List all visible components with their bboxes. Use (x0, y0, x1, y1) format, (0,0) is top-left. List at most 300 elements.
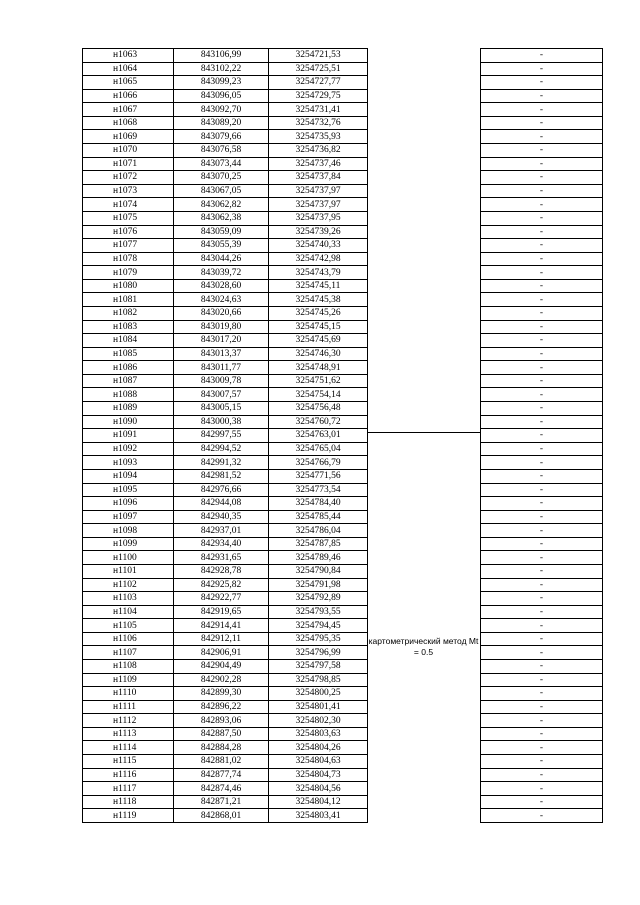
point-id-cell: н1071 (83, 157, 174, 171)
point-id-cell: н1084 (83, 334, 174, 348)
table-row (83, 483, 603, 497)
table-row (83, 456, 603, 470)
table-row (83, 320, 603, 334)
point-id-cell: н1110 (83, 687, 174, 701)
y-coordinate-cell: 3254785,44 (269, 510, 368, 524)
y-coordinate-cell: 3254737,46 (269, 157, 368, 171)
y-coordinate-cell: 3254803,63 (269, 727, 368, 741)
note-cell: - (481, 524, 603, 538)
note-cell: - (481, 483, 603, 497)
accuracy-cell (368, 795, 481, 809)
accuracy-cell (368, 687, 481, 701)
table-row (83, 89, 603, 103)
y-coordinate-cell: 3254763,01 (269, 429, 368, 443)
x-coordinate-cell: 843062,82 (174, 198, 269, 212)
accuracy-cell (368, 456, 481, 470)
accuracy-cell (368, 306, 481, 320)
table-row (83, 279, 603, 293)
table-row (83, 76, 603, 90)
x-coordinate-cell: 842928,78 (174, 564, 269, 578)
y-coordinate-cell: 3254804,73 (269, 768, 368, 782)
note-cell: - (481, 537, 603, 551)
table-row (83, 469, 603, 483)
accuracy-cell (368, 564, 481, 578)
x-coordinate-cell: 843099,23 (174, 76, 269, 90)
point-id-cell: н1088 (83, 388, 174, 402)
point-id-cell: н1068 (83, 116, 174, 130)
x-coordinate-cell: 843019,80 (174, 320, 269, 334)
y-coordinate-cell: 3254787,85 (269, 537, 368, 551)
y-coordinate-cell: 3254803,41 (269, 809, 368, 823)
x-coordinate-cell: 843062,38 (174, 211, 269, 225)
point-id-cell: н1108 (83, 660, 174, 674)
note-cell: - (481, 184, 603, 198)
table-row (83, 524, 603, 538)
x-coordinate-cell: 842904,49 (174, 660, 269, 674)
table-row (83, 782, 603, 796)
note-cell: - (481, 171, 603, 185)
note-cell: - (481, 225, 603, 239)
x-coordinate-cell: 843092,70 (174, 103, 269, 117)
point-id-cell: н1074 (83, 198, 174, 212)
note-cell: - (481, 361, 603, 375)
table-row (83, 700, 603, 714)
y-coordinate-cell: 3254784,40 (269, 497, 368, 511)
y-coordinate-cell: 3254721,53 (269, 49, 368, 63)
y-coordinate-cell: 3254789,46 (269, 551, 368, 565)
note-cell: - (481, 62, 603, 76)
x-coordinate-cell: 843055,39 (174, 239, 269, 253)
note-cell: - (481, 388, 603, 402)
accuracy-cell (368, 266, 481, 280)
accuracy-cell (368, 116, 481, 130)
table-row (83, 619, 603, 633)
note-cell: - (481, 673, 603, 687)
x-coordinate-cell: 843007,57 (174, 388, 269, 402)
y-coordinate-cell: 3254798,85 (269, 673, 368, 687)
y-coordinate-cell: 3254791,98 (269, 578, 368, 592)
accuracy-cell (368, 469, 481, 483)
note-cell: - (481, 497, 603, 511)
table-row (83, 673, 603, 687)
note-cell: - (481, 252, 603, 266)
accuracy-cell (368, 103, 481, 117)
accuracy-cell (368, 809, 481, 823)
y-coordinate-cell: 3254802,30 (269, 714, 368, 728)
point-id-cell: н1097 (83, 510, 174, 524)
x-coordinate-cell: 842914,41 (174, 619, 269, 633)
note-cell: - (481, 809, 603, 823)
table-row (83, 62, 603, 76)
note-cell: - (481, 469, 603, 483)
point-id-cell: н1070 (83, 144, 174, 158)
y-coordinate-cell: 3254773,54 (269, 483, 368, 497)
point-id-cell: н1090 (83, 415, 174, 429)
y-coordinate-cell: 3254745,26 (269, 306, 368, 320)
point-id-cell: н1082 (83, 306, 174, 320)
note-cell: - (481, 592, 603, 606)
table-row (83, 605, 603, 619)
x-coordinate-cell: 843102,22 (174, 62, 269, 76)
table-row (83, 442, 603, 456)
note-cell: - (481, 239, 603, 253)
point-id-cell: н1115 (83, 755, 174, 769)
x-coordinate-cell: 843009,78 (174, 374, 269, 388)
point-id-cell: н1102 (83, 578, 174, 592)
table-row (83, 103, 603, 117)
note-cell: - (481, 347, 603, 361)
table-row (83, 402, 603, 416)
note-cell: - (481, 768, 603, 782)
table-row (83, 198, 603, 212)
x-coordinate-cell: 842925,82 (174, 578, 269, 592)
note-cell: - (481, 510, 603, 524)
point-id-cell: н1105 (83, 619, 174, 633)
x-coordinate-cell: 842994,52 (174, 442, 269, 456)
coordinates-table (82, 48, 603, 823)
accuracy-cell (368, 334, 481, 348)
point-id-cell: н1091 (83, 429, 174, 443)
table-row (83, 510, 603, 524)
point-id-cell: н1085 (83, 347, 174, 361)
x-coordinate-cell: 842976,66 (174, 483, 269, 497)
x-coordinate-cell: 842871,21 (174, 795, 269, 809)
note-cell: - (481, 687, 603, 701)
note-cell: - (481, 660, 603, 674)
point-id-cell: н1117 (83, 782, 174, 796)
point-id-cell: н1109 (83, 673, 174, 687)
x-coordinate-cell: 842884,28 (174, 741, 269, 755)
x-coordinate-cell: 843096,05 (174, 89, 269, 103)
table-row (83, 727, 603, 741)
x-coordinate-cell: 843067,05 (174, 184, 269, 198)
point-id-cell: н1069 (83, 130, 174, 144)
table-row (83, 646, 603, 660)
accuracy-cell (368, 361, 481, 375)
coordinates-table-body (83, 49, 603, 823)
note-cell: - (481, 456, 603, 470)
x-coordinate-cell: 842893,06 (174, 714, 269, 728)
y-coordinate-cell: 3254737,84 (269, 171, 368, 185)
point-id-cell: н1081 (83, 293, 174, 307)
x-coordinate-cell: 842997,55 (174, 429, 269, 443)
y-coordinate-cell: 3254725,51 (269, 62, 368, 76)
table-row (83, 184, 603, 198)
note-cell: - (481, 89, 603, 103)
y-coordinate-cell: 3254793,55 (269, 605, 368, 619)
note-cell: - (481, 415, 603, 429)
y-coordinate-cell: 3254732,76 (269, 116, 368, 130)
note-cell: - (481, 76, 603, 90)
x-coordinate-cell: 842934,40 (174, 537, 269, 551)
note-cell: - (481, 605, 603, 619)
accuracy-cell (368, 130, 481, 144)
accuracy-cell (368, 62, 481, 76)
note-cell: - (481, 293, 603, 307)
accuracy-cell (368, 89, 481, 103)
accuracy-cell (368, 605, 481, 619)
accuracy-cell (368, 483, 481, 497)
table-row (83, 415, 603, 429)
y-coordinate-cell: 3254765,04 (269, 442, 368, 456)
y-coordinate-cell: 3254804,56 (269, 782, 368, 796)
note-cell: - (481, 782, 603, 796)
accuracy-cell (368, 510, 481, 524)
accuracy-cell (368, 198, 481, 212)
y-coordinate-cell: 3254792,89 (269, 592, 368, 606)
y-coordinate-cell: 3254766,79 (269, 456, 368, 470)
x-coordinate-cell: 842931,65 (174, 551, 269, 565)
accuracy-cell (368, 442, 481, 456)
accuracy-cell (368, 497, 481, 511)
x-coordinate-cell: 842922,77 (174, 592, 269, 606)
point-id-cell: н1092 (83, 442, 174, 456)
point-id-cell: н1066 (83, 89, 174, 103)
accuracy-cell (368, 144, 481, 158)
y-coordinate-cell: 3254797,58 (269, 660, 368, 674)
table-row (83, 347, 603, 361)
note-cell: - (481, 334, 603, 348)
accuracy-cell (368, 239, 481, 253)
x-coordinate-cell: 843039,72 (174, 266, 269, 280)
table-row (83, 497, 603, 511)
point-id-cell: н1099 (83, 537, 174, 551)
note-cell: - (481, 279, 603, 293)
y-coordinate-cell: 3254739,26 (269, 225, 368, 239)
note-cell: - (481, 714, 603, 728)
y-coordinate-cell: 3254804,26 (269, 741, 368, 755)
point-id-cell: н1116 (83, 768, 174, 782)
note-cell: - (481, 727, 603, 741)
table-row (83, 266, 603, 280)
x-coordinate-cell: 842981,52 (174, 469, 269, 483)
point-id-cell: н1067 (83, 103, 174, 117)
table-row (83, 564, 603, 578)
x-coordinate-cell: 843020,66 (174, 306, 269, 320)
table-row (83, 714, 603, 728)
table-row (83, 795, 603, 809)
y-coordinate-cell: 3254751,62 (269, 374, 368, 388)
accuracy-cell (368, 293, 481, 307)
accuracy-cell (368, 782, 481, 796)
note-cell: - (481, 198, 603, 212)
point-id-cell: н1086 (83, 361, 174, 375)
x-coordinate-cell: 843011,77 (174, 361, 269, 375)
y-coordinate-cell: 3254737,97 (269, 198, 368, 212)
y-coordinate-cell: 3254737,97 (269, 184, 368, 198)
y-coordinate-cell: 3254729,75 (269, 89, 368, 103)
y-coordinate-cell: 3254745,38 (269, 293, 368, 307)
accuracy-cell (368, 157, 481, 171)
table-row (83, 374, 603, 388)
accuracy-column-divider (367, 432, 480, 433)
point-id-cell: н1080 (83, 279, 174, 293)
note-cell: - (481, 211, 603, 225)
accuracy-cell (368, 673, 481, 687)
accuracy-cell (368, 184, 481, 198)
table-row (83, 144, 603, 158)
note-cell: - (481, 551, 603, 565)
point-id-cell: н1098 (83, 524, 174, 538)
y-coordinate-cell: 3254740,33 (269, 239, 368, 253)
y-coordinate-cell: 3254746,30 (269, 347, 368, 361)
table-row (83, 755, 603, 769)
note-cell: - (481, 402, 603, 416)
y-coordinate-cell: 3254731,41 (269, 103, 368, 117)
note-cell: - (481, 157, 603, 171)
y-coordinate-cell: 3254743,79 (269, 266, 368, 280)
y-coordinate-cell: 3254804,63 (269, 755, 368, 769)
accuracy-cell (368, 429, 481, 443)
accuracy-cell (368, 592, 481, 606)
point-id-cell: н1087 (83, 374, 174, 388)
table-row (83, 632, 603, 646)
x-coordinate-cell: 843044,26 (174, 252, 269, 266)
y-coordinate-cell: 3254771,56 (269, 469, 368, 483)
accuracy-cell (368, 225, 481, 239)
point-id-cell: н1073 (83, 184, 174, 198)
accuracy-cell (368, 402, 481, 416)
table-row (83, 306, 603, 320)
accuracy-cell (368, 320, 481, 334)
x-coordinate-cell: 843028,60 (174, 279, 269, 293)
y-coordinate-cell: 3254760,72 (269, 415, 368, 429)
table-row (83, 130, 603, 144)
table-row (83, 429, 603, 443)
table-row (83, 741, 603, 755)
accuracy-cell (368, 49, 481, 63)
table-row (83, 252, 603, 266)
y-coordinate-cell: 3254745,11 (269, 279, 368, 293)
accuracy-cell (368, 171, 481, 185)
note-cell: - (481, 266, 603, 280)
x-coordinate-cell: 842896,22 (174, 700, 269, 714)
note-cell: - (481, 103, 603, 117)
y-coordinate-cell: 3254737,95 (269, 211, 368, 225)
point-id-cell: н1075 (83, 211, 174, 225)
point-id-cell: н1065 (83, 76, 174, 90)
note-cell: - (481, 130, 603, 144)
table-row (83, 211, 603, 225)
x-coordinate-cell: 842906,91 (174, 646, 269, 660)
note-cell: - (481, 578, 603, 592)
point-id-cell: н1111 (83, 700, 174, 714)
note-cell: - (481, 144, 603, 158)
point-id-cell: н1107 (83, 646, 174, 660)
accuracy-cell (368, 252, 481, 266)
y-coordinate-cell: 3254786,04 (269, 524, 368, 538)
note-cell: - (481, 49, 603, 63)
note-cell: - (481, 795, 603, 809)
x-coordinate-cell: 842944,08 (174, 497, 269, 511)
accuracy-cell (368, 211, 481, 225)
accuracy-cell (368, 76, 481, 90)
point-id-cell: н1106 (83, 632, 174, 646)
y-coordinate-cell: 3254742,98 (269, 252, 368, 266)
x-coordinate-cell: 843017,20 (174, 334, 269, 348)
note-cell: - (481, 374, 603, 388)
accuracy-cell (368, 279, 481, 293)
accuracy-cell (368, 347, 481, 361)
table-row (83, 116, 603, 130)
table-row (83, 49, 603, 63)
x-coordinate-cell: 843079,66 (174, 130, 269, 144)
y-coordinate-cell: 3254756,48 (269, 402, 368, 416)
coordinates-table-sheet (82, 48, 602, 863)
y-coordinate-cell: 3254790,84 (269, 564, 368, 578)
table-row (83, 660, 603, 674)
x-coordinate-cell: 843013,37 (174, 347, 269, 361)
accuracy-cell (368, 619, 481, 633)
accuracy-cell (368, 714, 481, 728)
accuracy-cell (368, 524, 481, 538)
point-id-cell: н1096 (83, 497, 174, 511)
table-row (83, 239, 603, 253)
x-coordinate-cell: 843070,25 (174, 171, 269, 185)
accuracy-cell (368, 578, 481, 592)
note-cell: - (481, 646, 603, 660)
accuracy-cell (368, 660, 481, 674)
point-id-cell: н1100 (83, 551, 174, 565)
y-coordinate-cell: 3254754,14 (269, 388, 368, 402)
x-coordinate-cell: 842940,35 (174, 510, 269, 524)
point-id-cell: н1094 (83, 469, 174, 483)
table-row (83, 768, 603, 782)
note-cell: - (481, 700, 603, 714)
table-row (83, 171, 603, 185)
note-cell: - (481, 320, 603, 334)
point-id-cell: н1114 (83, 741, 174, 755)
accuracy-cell (368, 727, 481, 741)
x-coordinate-cell: 842868,01 (174, 809, 269, 823)
note-cell: - (481, 741, 603, 755)
accuracy-cell (368, 374, 481, 388)
point-id-cell: н1101 (83, 564, 174, 578)
note-cell: - (481, 429, 603, 443)
y-coordinate-cell: 3254801,41 (269, 700, 368, 714)
x-coordinate-cell: 843005,15 (174, 402, 269, 416)
point-id-cell: н1078 (83, 252, 174, 266)
y-coordinate-cell: 3254727,77 (269, 76, 368, 90)
accuracy-cell (368, 741, 481, 755)
accuracy-cell (368, 768, 481, 782)
x-coordinate-cell: 842899,30 (174, 687, 269, 701)
table-row (83, 225, 603, 239)
x-coordinate-cell: 842874,46 (174, 782, 269, 796)
table-row (83, 361, 603, 375)
table-row (83, 334, 603, 348)
x-coordinate-cell: 842877,74 (174, 768, 269, 782)
x-coordinate-cell: 843000,38 (174, 415, 269, 429)
point-id-cell: н1072 (83, 171, 174, 185)
point-id-cell: н1063 (83, 49, 174, 63)
x-coordinate-cell: 843106,99 (174, 49, 269, 63)
accuracy-cell (368, 415, 481, 429)
point-id-cell: н1064 (83, 62, 174, 76)
point-id-cell: н1083 (83, 320, 174, 334)
note-cell: - (481, 755, 603, 769)
note-cell: - (481, 306, 603, 320)
x-coordinate-cell: 842937,01 (174, 524, 269, 538)
y-coordinate-cell: 3254800,25 (269, 687, 368, 701)
table-row (83, 537, 603, 551)
x-coordinate-cell: 843059,09 (174, 225, 269, 239)
note-cell: - (481, 442, 603, 456)
y-coordinate-cell: 3254735,93 (269, 130, 368, 144)
note-cell: - (481, 564, 603, 578)
point-id-cell: н1119 (83, 809, 174, 823)
y-coordinate-cell: 3254795,35 (269, 632, 368, 646)
